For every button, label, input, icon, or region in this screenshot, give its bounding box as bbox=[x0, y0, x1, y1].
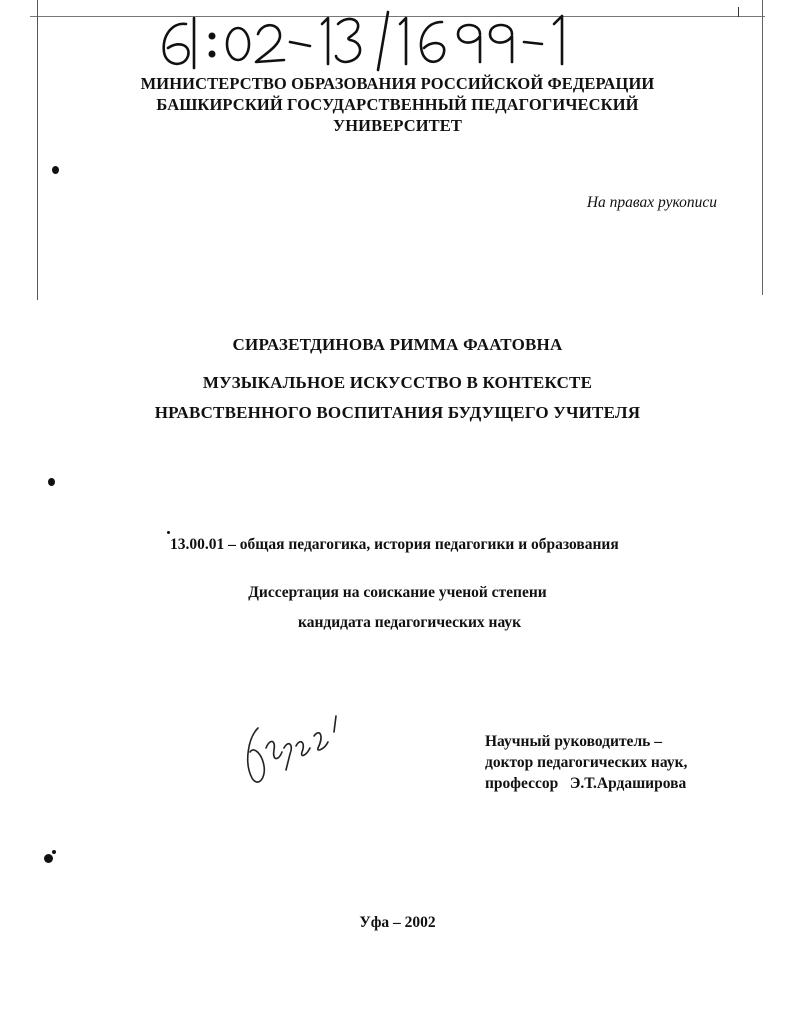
manuscript-rights-note: На правах рукописи bbox=[586, 194, 717, 211]
author-name: СИРАЗЕТДИНОВА РИММА ФААТОВНА bbox=[232, 335, 563, 354]
specialty-code: 13.00.01 – общая педагогика, история педагогики и образования bbox=[170, 536, 619, 553]
scan-edge-left bbox=[37, 0, 38, 300]
ministry-line-1: МИНИСТЕРСТВО ОБРАЗОВАНИЯ РОССИЙСКОЙ ФЕДЕРАЦИИ bbox=[140, 74, 655, 93]
advisor-line-2: доктор педагогических наук, bbox=[485, 754, 688, 771]
dissertation-title-line-1: МУЗЫКАЛЬНОЕ ИСКУССТВО В КОНТЕКСТЕ bbox=[202, 373, 593, 392]
ministry-line-3: УНИВЕРСИТЕТ bbox=[333, 116, 462, 135]
scan-edge-right bbox=[762, 0, 763, 295]
dissertation-title-line-2: НРАВСТВЕННОГО ВОСПИТАНИЯ БУДУЩЕГО УЧИТЕЛЯ bbox=[154, 403, 641, 422]
handwritten-signature bbox=[240, 708, 350, 793]
city-year: Уфа – 2002 bbox=[359, 914, 436, 931]
degree-line-2: кандидата педагогических наук bbox=[298, 614, 522, 631]
punch-hole-bottom-speck bbox=[52, 850, 56, 854]
advisor-line-1: Научный руководитель – bbox=[485, 733, 662, 750]
scan-tick-mark bbox=[738, 7, 739, 17]
punch-hole-bottom bbox=[44, 854, 53, 863]
punch-hole-middle bbox=[48, 478, 55, 486]
punch-hole-top bbox=[52, 166, 59, 174]
speck-mark bbox=[167, 531, 170, 534]
advisor-line-3: профессор Э.Т.Ардаширова bbox=[485, 775, 687, 792]
degree-line-1: Диссертация на соискание ученой степени bbox=[248, 584, 547, 601]
handwritten-archive-code bbox=[150, 2, 600, 72]
ministry-line-2: БАШКИРСКИЙ ГОСУДАРСТВЕННЫЙ ПЕДАГОГИЧЕСКИЙ bbox=[156, 95, 639, 114]
